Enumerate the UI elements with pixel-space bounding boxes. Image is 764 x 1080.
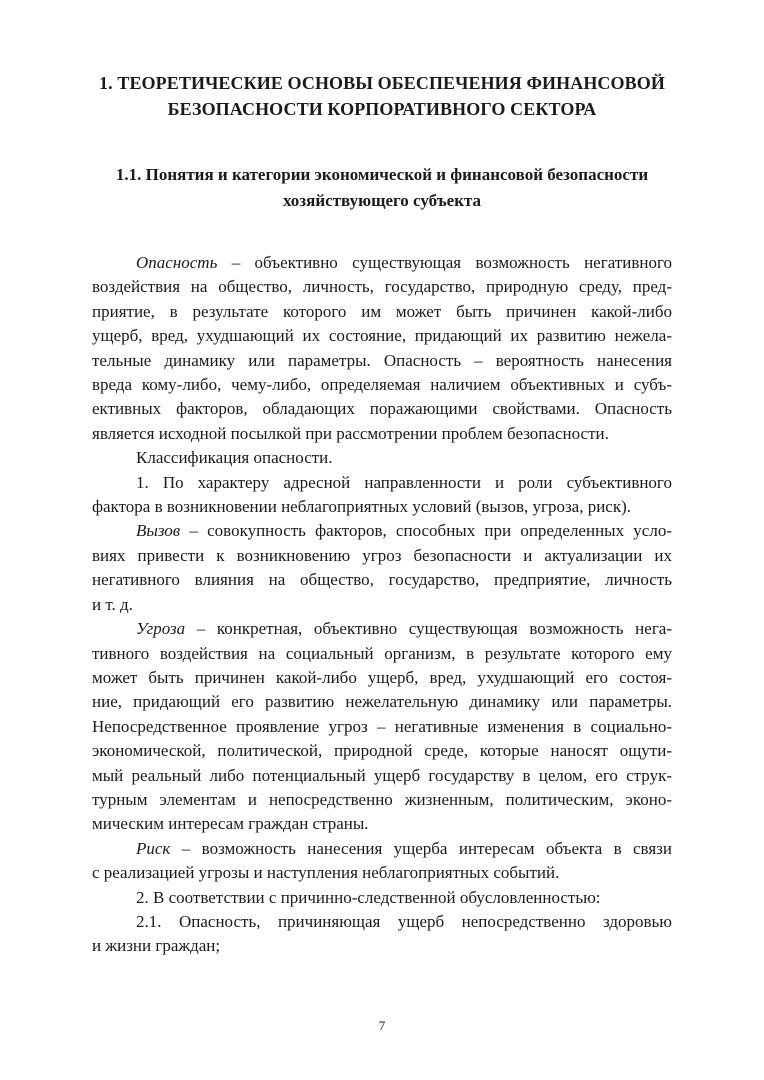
text-line: фактора в возникновении неблагоприятных условий (вызов, угроза, риск). xyxy=(92,497,632,517)
text-line: Классификация опасности. xyxy=(136,448,333,468)
text-line: Риск – возможность нанесения ущерба интересам объекта в связи xyxy=(136,838,672,858)
text-line: приятие, в результате которого им может быть причинен какой-либо xyxy=(92,301,672,321)
term-challenge: Вызов xyxy=(136,521,181,541)
paragraph-challenge-definition xyxy=(92,519,672,617)
paragraph-threat-definition xyxy=(92,617,672,837)
term-threat: Угроза xyxy=(136,619,186,639)
text-line: 1. По характеру адресной направленности и роли субъективного xyxy=(136,472,672,492)
text-line: ективных факторов, обладающих поражающими свойствами. Опасность xyxy=(92,399,672,419)
text-line: может быть причинен какой-либо ущерб, вред, ухудшающий его состоя- xyxy=(92,667,672,687)
text-line: Вызов – совокупность факторов, способных при определенных усло- xyxy=(136,521,672,541)
paragraph-classification xyxy=(92,446,672,470)
section-title-line: хозяйствующего субъекта xyxy=(282,191,482,210)
paragraph-risk-definition xyxy=(92,837,672,886)
text-line: 2.1. Опасность, причиняющая ущерб непосредственно здоровью xyxy=(136,911,672,931)
text-line: тельные динамику или параметры. Опасность – вероятность нанесения xyxy=(92,350,672,370)
chapter-title-line: 1. ТЕОРЕТИЧЕСКИЕ ОСНОВЫ ОБЕСПЕЧЕНИЯ ФИНАНСОВОЙ xyxy=(99,73,665,93)
text-line: мическим интересам граждан страны. xyxy=(92,814,369,834)
text-line: и жизни граждан; xyxy=(92,936,221,956)
text-line: турным элементам и непосредственно жизненным, политическим, эконо- xyxy=(92,789,672,809)
text-line: негативного влияния на общество, государство, предприятие, личность xyxy=(92,570,672,590)
paragraph-item-2-1 xyxy=(92,910,672,959)
section-title xyxy=(92,162,672,214)
text-line: Непосредственное проявление угроз – негативные изменения в социально- xyxy=(92,716,672,736)
document-page xyxy=(92,70,672,959)
term-danger: Опасность xyxy=(136,253,218,272)
text-line: ущерб, вред, ухудшающий их состояние, придающий их развитию нежела- xyxy=(92,326,672,346)
text-line: воздействия на общество, личность, государство, природную среду, пред- xyxy=(92,277,672,297)
text-line: 2. В соответствии с причинно-следственной обусловленностью: xyxy=(136,887,601,907)
text-line: мый реальный либо потенциальный ущерб государству в целом, его струк- xyxy=(92,765,672,785)
text-line: вреда кому-либо, чему-либо, определяемая наличием объективных и субъ- xyxy=(92,375,672,395)
paragraph-item-1 xyxy=(92,471,672,520)
body-text xyxy=(92,251,672,959)
text-line: является исходной посылкой при рассмотрении проблем безопасности. xyxy=(92,423,609,443)
chapter-title xyxy=(92,70,672,122)
text-line: Опасность – объективно существующая возможность негативного xyxy=(136,253,672,272)
text-line: и т. д. xyxy=(92,594,133,614)
paragraph-item-2 xyxy=(92,886,672,910)
page-number: 7 xyxy=(378,1018,386,1033)
text-line: Угроза – конкретная, объективно существующая возможность нега- xyxy=(136,619,672,639)
paragraph-danger-definition xyxy=(92,251,672,446)
text-line: экономической, политической, природной среде, которые наносят ощути- xyxy=(92,741,672,761)
text-line: тивного воздействия на социальный организм, в результате которого ему xyxy=(92,643,672,663)
section-title-line: 1.1. Понятия и категории экономической и финансовой безопасности xyxy=(115,165,649,184)
text-line: виях привести к возникновению угроз безопасности и актуализации их xyxy=(92,545,672,565)
text-line: ние, придающий его развитию нежелательную динамику или параметры. xyxy=(92,692,672,712)
chapter-title-line: БЕЗОПАСНОСТИ КОРПОРАТИВНОГО СЕКТОРА xyxy=(167,99,597,119)
term-risk: Риск xyxy=(136,838,171,858)
text-line: с реализацией угрозы и наступления неблагоприятных событий. xyxy=(92,863,560,883)
